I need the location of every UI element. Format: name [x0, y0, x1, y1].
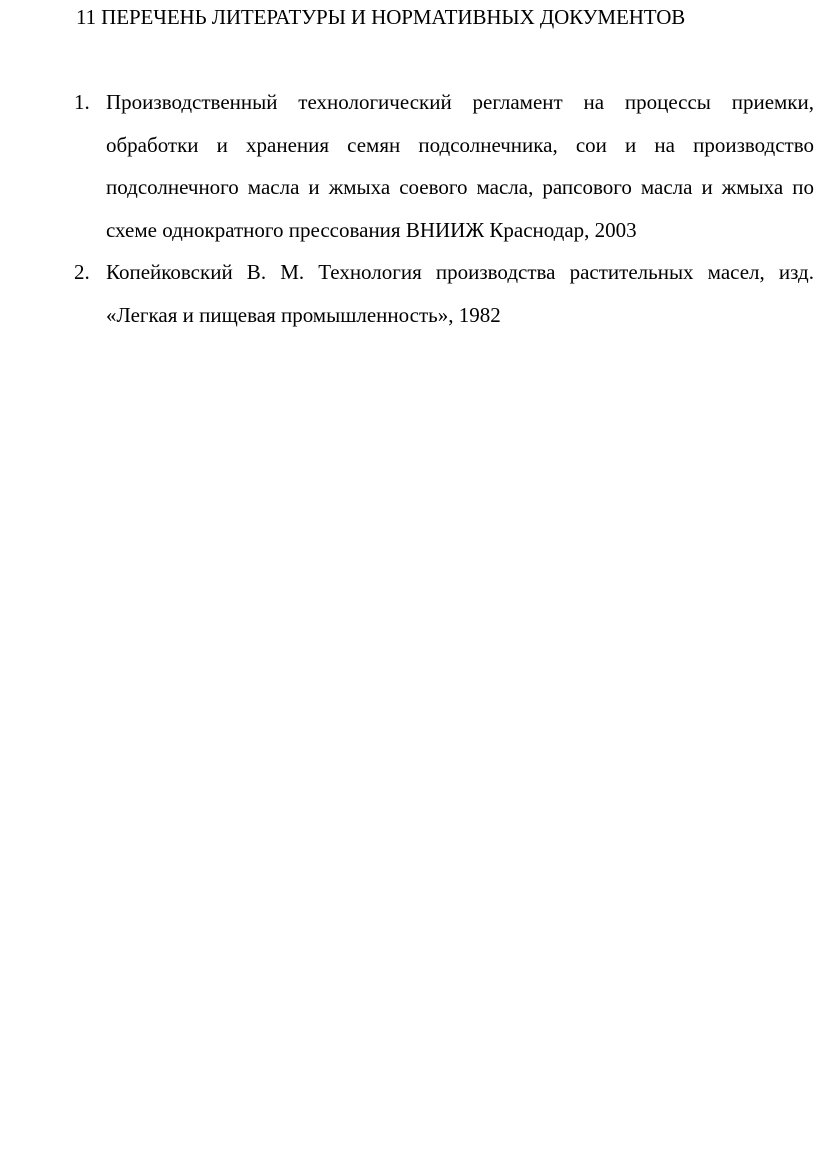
reference-item-1 — [74, 81, 814, 251]
reference-item-2 — [74, 251, 814, 336]
reference-text: Копейковский В. М. Технология производства растительных масел, изд. «Легкая и пищевая промышленность», 1982 — [106, 260, 814, 327]
section-heading: 11 ПЕРЕЧЕНЬ ЛИТЕРАТУРЫ И НОРМАТИВНЫХ ДОКУМЕНТОВ — [76, 5, 686, 29]
reference-number: 1. — [74, 90, 90, 114]
reference-list — [74, 81, 814, 336]
reference-number: 2. — [74, 260, 90, 284]
reference-text: Производственный технологический регламент на процессы приемки, обработки и хранения семян подсолнечника, сои и на производство подсолнечного масла и жмыха соевого масла, рапсового масла и жмыха по схеме однократного прессования ВНИИЖ Краснодар, 2003 — [106, 90, 814, 242]
